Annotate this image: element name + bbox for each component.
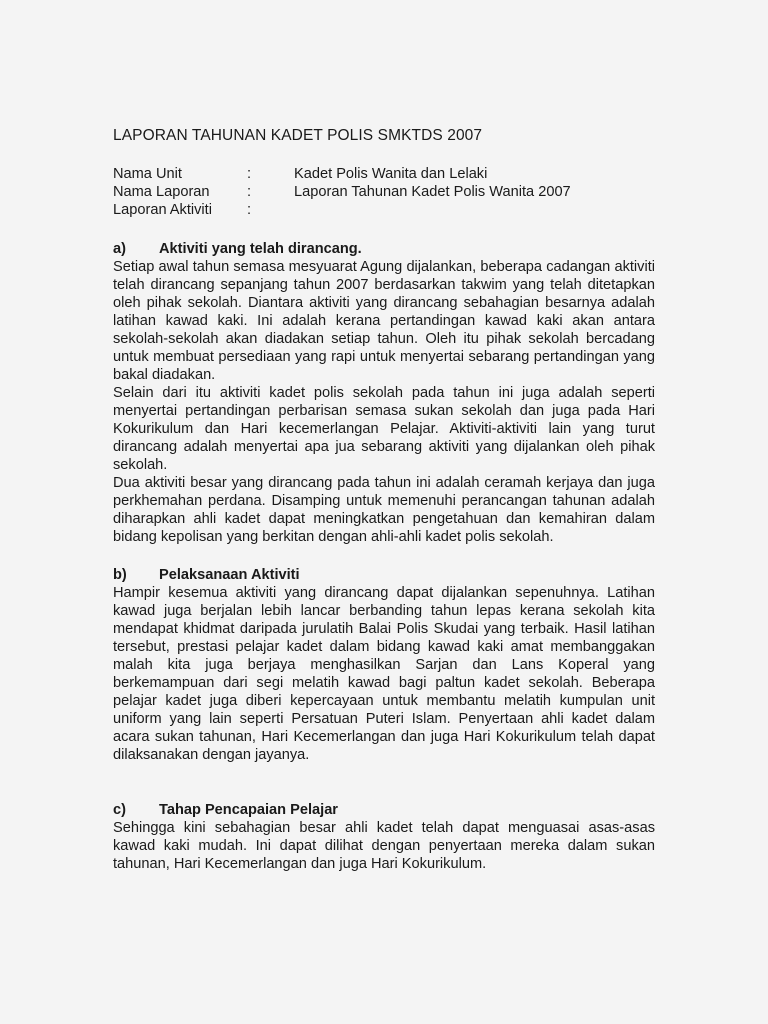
meta-colon: : (247, 184, 252, 200)
section-heading (113, 240, 655, 258)
section-b (113, 566, 655, 764)
meta-value: Laporan Tahunan Kadet Polis Wanita 2007 (294, 184, 571, 200)
report-title: LAPORAN TAHUNAN KADET POLIS SMKTDS 2007 (113, 127, 483, 144)
section-letter: b) (113, 567, 127, 583)
section-heading (113, 801, 655, 819)
paragraph: Sehingga kini sebahagian besar ahli kadet telah dapat menguasai asas-asas kawad kaki mudah. Ini dapat dilihat dengan penyertaan mereka dalam sukan tahunan, Hari Kecemerlangan dan juga Hari Kokurikulum. (113, 820, 655, 872)
meta-row-unit (113, 165, 655, 183)
section-title: Tahap Pencapaian Pelajar (159, 802, 338, 818)
report-meta (113, 165, 655, 219)
meta-value: Kadet Polis Wanita dan Lelaki (294, 166, 488, 182)
meta-label: Nama Laporan (113, 184, 210, 200)
spacer (113, 764, 655, 801)
section-title: Aktiviti yang telah dirancang. (159, 241, 362, 257)
section-title: Pelaksanaan Aktiviti (159, 567, 300, 583)
meta-row-report-name (113, 183, 655, 201)
meta-colon: : (247, 166, 252, 182)
paragraph: Setiap awal tahun semasa mesyuarat Agung dijalankan, beberapa cadangan aktiviti telah dirancang sepanjang tahun 2007 berdasarkan takwim yang telah ditetapkan oleh pihak sekolah. Diantara aktiviti yang dirancang sebahagian besarnya adalah latihan kawad kaki. Ini adalah kerana pertandingan kawad kaki akan antara sekolah-sekolah akan diadakan setiap tahun. Oleh itu pihak sekolah bercadang untuk membuat persediaan yang rapi untuk menyertai sebarang pertandingan yang bakal diadakan. (113, 259, 655, 383)
section-letter: c) (113, 802, 126, 818)
paragraph: Dua aktiviti besar yang dirancang pada tahun ini adalah ceramah kerjaya dan juga perkhemahan perdana. Disamping untuk memenuhi perancangan tahunan adalah diharapkan ahli kadet dapat meningkatkan pengetahuan dan kemahiran dalam bidang kepolisan yang berkitan dengan ahli-ahli kadet polis sekolah. (113, 475, 655, 545)
meta-row-activity-report (113, 201, 655, 219)
meta-colon: : (247, 202, 252, 218)
meta-label: Nama Unit (113, 166, 182, 182)
meta-label: Laporan Aktiviti (113, 202, 212, 218)
section-a (113, 240, 655, 546)
section-heading (113, 566, 655, 584)
meta-value (294, 201, 655, 219)
spacer (113, 546, 655, 566)
section-c (113, 801, 655, 873)
paragraph: Hampir kesemua aktiviti yang dirancang dapat dijalankan sepenuhnya. Latihan kawad juga berjalan lebih lancar berbanding tahun lepas kerana sekolah kita mendapat khidmat daripada jurulatih Balai Polis Skudai yang terbaik. Hasil latihan tersebut, prestasi pelajar kadet dalam bidang kawad kaki amat membanggakan malah kita juga berjaya menghasilkan Sarjan dan Lans Koperal yang berkemampuan dari segi melatih kawad bagi paltun kadet sekolah. Beberapa pelajar kadet juga diberi kepercayaan untuk membantu melatih kumpulan unit uniform yang lain seperti Persatuan Puteri Islam. Penyertaan ahli kadet dalam acara sukan tahunan, Hari Kecemerlangan dan juga Hari Kokurikulum telah dapat dilaksanakan dengan jayanya. (113, 585, 655, 763)
section-letter: a) (113, 241, 126, 257)
paragraph: Selain dari itu aktiviti kadet polis sekolah pada tahun ini juga adalah seperti menyertai pertandingan perbarisan semasa sukan sekolah dan juga pada Hari Kokurikulum dan Hari kecemerlangan Pelajar. Aktiviti-aktiviti lain yang turut dirancang adalah menyertai apa jua sebarang aktiviti yang dijalankan oleh pihak sekolah. (113, 385, 655, 473)
